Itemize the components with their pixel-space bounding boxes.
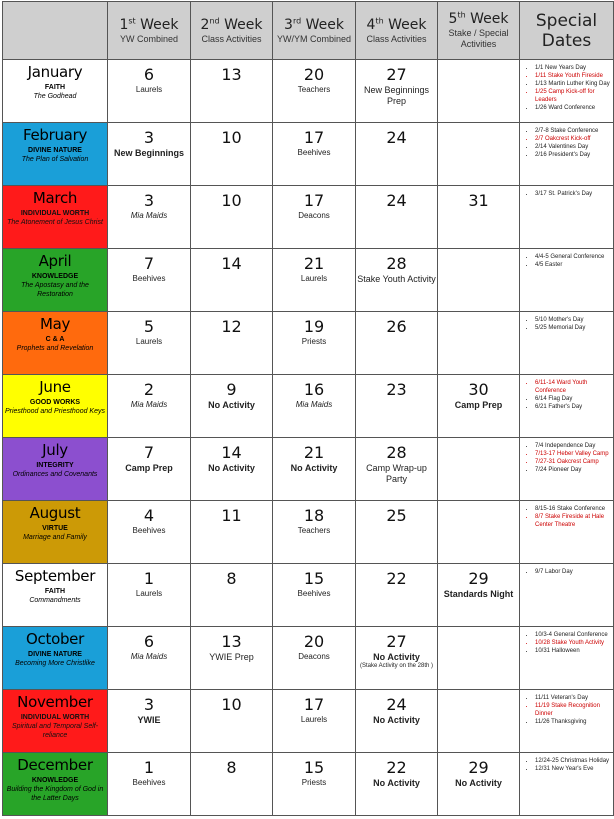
special-dates-cell [520,753,614,816]
activity-label: Beehives [297,148,331,157]
special-date-item: • 7/24 Pioneer Day [535,466,611,474]
week4-cell [356,312,438,375]
special-dates-list [525,442,611,474]
date-number: 21 [303,443,325,462]
activity-label: Mia Maids [295,400,333,409]
month-theme: FAITH [44,588,66,595]
week1-cell [108,375,191,438]
activity-label: Mia Maids [130,652,168,661]
week5-cell [438,690,520,753]
special-date-item: • 11/26 Thanksgiving [535,718,611,726]
activity-label: No Activity [373,715,420,725]
special-date-item: • 11/11 Veteran's Day [535,694,611,702]
date-number: 6 [143,65,155,84]
week1-suffix: st [128,15,136,25]
week5-cell [438,186,520,249]
month-subtitle: Commandments [29,597,81,604]
date-number: 3 [143,191,155,210]
month-name: May [39,315,71,333]
special-dates-cell [520,186,614,249]
date-number: 7 [143,254,155,273]
month-subtitle: Spiritual and Temporal Self-reliance [11,723,99,739]
month-subtitle: Becoming More Christlike [15,660,95,667]
week5-cell [438,123,520,186]
week4-cell [356,60,438,123]
special-date-item: • 6/14 Flag Day [535,395,611,403]
month-cell [3,312,108,375]
special-dates-cell [520,375,614,438]
date-number: 20 [303,65,325,84]
special-date-item: • 6/11-14 Ward Youth Conference [535,379,611,395]
calendar-body [3,60,614,816]
month-subtitle: The Plan of Salvation [21,156,89,163]
date-number: 25 [386,506,407,525]
special-date-item: • 7/13-17 Heber Valley Camp [535,450,611,458]
date-number: 12 [221,317,242,336]
date-number: 28 [386,254,407,273]
date-number: 20 [303,632,325,651]
week4-cell [356,123,438,186]
date-number: 26 [386,317,407,336]
week3-cell [273,60,356,123]
month-subtitle: Building the Kingdom of God in the Latter Days [6,786,104,802]
month-cell [3,60,108,123]
date-number: 13 [221,65,242,84]
week2-cell [191,501,273,564]
special-dates-title: Special Dates [535,10,598,51]
month-cell [3,690,108,753]
week3-number: 3 [284,16,293,33]
week2-cell [191,690,273,753]
special-dates-list [525,64,611,112]
special-date-item: • 7/4 Independence Day [535,442,611,450]
activity-label: Laurels [300,274,328,283]
activity-label: No Activity [373,778,420,788]
week1-cell [108,690,191,753]
date-number: 21 [303,254,325,273]
week2-cell [191,249,273,312]
month-theme: FAITH [44,84,66,91]
activity-label: Laurels [135,337,163,346]
date-number: 19 [303,317,325,336]
month-subtitle: Ordinances and Covenants [12,471,98,478]
date-number: 14 [221,443,242,462]
activity-label: New Beginnings [113,148,184,158]
activity-label: Priests [301,337,327,346]
week4-cell [356,501,438,564]
special-date-item: • 4/4-5 General Conference [535,253,611,261]
week3-word: Week [305,16,344,33]
special-date-item: • 1/13 Martin Luther King Day [535,80,611,88]
activity-label: Beehives [132,274,166,283]
month-name: October [26,630,84,648]
week2-cell [191,123,273,186]
month-theme: INTEGRITY [36,462,74,469]
header-week4 [356,2,438,60]
special-date-item: • 2/7-8 Stake Conference [535,127,611,135]
week4-cell [356,564,438,627]
activity-label: Mia Maids [130,211,168,220]
week3-cell [273,312,356,375]
month-subtitle: The Apostasy and the Restoration [21,282,89,298]
week5-cell [438,60,520,123]
week3-cell [273,753,356,816]
week5-cell [438,375,520,438]
week3-cell [273,438,356,501]
special-dates-cell [520,501,614,564]
month-subtitle: Prophets and Revelation [16,345,94,352]
month-row-february [3,123,614,186]
date-number: 31 [468,191,489,210]
month-name: January [27,63,83,81]
special-date-item: • 2/14 Valentines Day [535,143,611,151]
week1-word: Week [140,16,179,33]
week3-suffix: rd [292,15,302,25]
week1-cell [108,312,191,375]
month-cell [3,627,108,690]
special-date-item: • 10/3-4 General Conference [535,631,611,639]
week1-cell [108,564,191,627]
special-dates-list [525,127,611,159]
month-theme: GOOD WORKS [29,399,81,406]
special-dates-list [525,379,611,411]
special-date-item: • 7/27-31 Oakcrest Camp [535,458,611,466]
activity-label: Deacons [298,652,330,661]
header-week3 [273,2,356,60]
activity-label: No Activity [373,652,420,662]
week3-cell [273,501,356,564]
date-number: 29 [468,569,489,588]
date-number: 27 [386,65,407,84]
header-week2 [191,2,273,60]
special-date-item: • 5/25 Memorial Day [535,324,611,332]
header-special-dates [520,2,614,60]
month-theme: DIVINE NATURE [28,651,82,658]
special-date-item: • 5/10 Mother's Day [535,316,611,324]
week5-cell [438,501,520,564]
month-row-march [3,186,614,249]
week4-cell [356,690,438,753]
special-dates-list [525,631,611,655]
month-cell [3,186,108,249]
week2-subtitle: Class Activities [201,33,262,44]
special-dates-cell [520,312,614,375]
special-dates-list [525,316,611,332]
month-subtitle: Marriage and Family [23,534,87,541]
date-number: 8 [226,569,237,588]
activity-label: Stake Youth Activity [357,274,436,284]
activity-label: No Activity [290,463,338,473]
special-date-item: • 8/7 Stake Fireside at Hale Center Theatre [535,513,611,529]
month-row-june [3,375,614,438]
week3-cell [273,564,356,627]
activity-label: Teachers [297,85,331,94]
month-row-april [3,249,614,312]
date-number: 9 [226,380,237,399]
week2-cell [191,564,273,627]
activity-label: YWIE [137,715,161,725]
date-number: 3 [143,695,155,714]
month-row-december [3,753,614,816]
month-row-may [3,312,614,375]
activity-label: Laurels [300,715,328,724]
week1-number: 1 [119,16,129,33]
activity-label: Teachers [297,526,331,535]
special-date-item: • 4/5 Easter [535,261,611,269]
date-number: 15 [303,758,325,777]
week2-cell [191,753,273,816]
week2-suffix: nd [209,15,220,25]
month-row-october [3,627,614,690]
week2-cell [191,186,273,249]
week4-subtitle: Class Activities [366,33,427,44]
week4-cell [356,249,438,312]
month-theme: KNOWLEDGE [31,777,79,784]
special-dates-cell [520,690,614,753]
date-number: 15 [303,569,325,588]
week5-subtitle: Stake / Special Activities [448,28,509,49]
week4-cell [356,438,438,501]
month-row-november [3,690,614,753]
special-dates-cell [520,564,614,627]
date-number: 3 [143,128,155,147]
month-name: November [17,693,93,711]
date-number: 29 [468,758,489,777]
date-number: 13 [221,632,242,651]
activity-label: No Activity [455,778,502,788]
activity-label: Priests [301,778,327,787]
date-number: 24 [386,128,407,147]
date-number: 23 [386,380,407,399]
activity-label: Beehives [132,778,166,787]
month-name: July [42,441,68,459]
date-number: 11 [221,506,242,525]
date-number: 24 [386,695,407,714]
month-cell [3,375,108,438]
special-date-item: • 10/28 Stake Youth Activity [535,639,611,647]
month-cell [3,123,108,186]
week4-cell [356,186,438,249]
activity-label: Beehives [297,589,331,598]
month-row-july [3,438,614,501]
special-dates-cell [520,60,614,123]
week3-cell [273,186,356,249]
header-week1 [108,2,191,60]
date-number: 8 [226,758,237,777]
activity-note: (Stake Activity on the 28th ) [359,663,434,669]
date-number: 17 [303,128,325,147]
month-theme: C & A [45,336,65,343]
date-number: 28 [386,443,407,462]
special-date-item: • 1/11 Stake Youth Fireside [535,72,611,80]
month-cell [3,564,108,627]
week1-cell [108,501,191,564]
date-number: 1 [143,569,155,588]
month-theme: DIVINE NATURE [28,147,82,154]
special-date-item: • 2/7 Oakcrest Kick-off [535,135,611,143]
month-row-january [3,60,614,123]
special-date-item: • 10/31 Halloween [535,647,611,655]
week4-cell [356,627,438,690]
month-cell [3,753,108,816]
activity-label: Standards Night [443,589,514,599]
special-date-item: • 11/19 Stake Recognition Dinner [535,702,611,718]
week5-cell [438,438,520,501]
special-date-item: • 1/1 New Years Day [535,64,611,72]
date-number: 10 [221,128,242,147]
date-number: 22 [386,569,407,588]
week2-word: Week [224,16,263,33]
month-name: June [39,378,71,396]
month-cell [3,249,108,312]
header-corner [3,2,108,60]
week3-cell [273,375,356,438]
activity-label: Camp Prep [454,400,503,410]
week5-cell [438,564,520,627]
week3-cell [273,690,356,753]
date-number: 2 [143,380,155,399]
week1-cell [108,186,191,249]
date-number: 10 [221,191,242,210]
date-number: 7 [143,443,155,462]
activity-label: Camp Wrap-up Party [366,463,427,484]
activity-label: Beehives [132,526,166,535]
date-number: 17 [303,191,325,210]
month-name: February [22,126,88,144]
date-number: 30 [468,380,489,399]
week5-word: Week [470,11,509,27]
special-date-item: • 2/16 President's Day [535,151,611,159]
week2-cell [191,60,273,123]
week3-subtitle: YW/YM Combined [276,33,352,44]
special-dates-cell [520,123,614,186]
activity-label: Deacons [298,211,330,220]
date-number: 27 [386,632,407,651]
week4-suffix: th [375,15,384,25]
week3-cell [273,123,356,186]
week4-cell [356,375,438,438]
special-dates-list [525,505,611,529]
month-theme: VIRTUE [42,525,68,532]
week4-word: Week [388,16,427,33]
week5-number: 5 [448,11,458,27]
month-subtitle: Priesthood and Priesthood Keys [4,408,105,415]
month-theme: INDIVIDUAL WORTH [20,714,90,721]
week5-cell [438,627,520,690]
month-cell [3,438,108,501]
date-number: 18 [303,506,325,525]
special-date-item: • 6/21 Father's Day [535,403,611,411]
month-name: August [29,504,81,522]
date-number: 1 [143,758,155,777]
date-number: 4 [143,506,155,525]
week5-cell [438,312,520,375]
month-theme: KNOWLEDGE [31,273,79,280]
week1-cell [108,627,191,690]
month-subtitle: The Atonement of Jesus Christ [7,219,103,226]
activity-label: No Activity [208,400,255,410]
week2-number: 2 [200,16,210,33]
week4-number: 4 [366,16,376,33]
activity-label: Mia Maids [130,400,168,409]
special-date-item: • 1/25 Camp Kick-off for Leaders [535,88,611,104]
week5-cell [438,249,520,312]
week5-cell [438,753,520,816]
special-date-item: • 9/7 Labor Day [535,568,611,576]
date-number: 17 [303,695,325,714]
month-subtitle: The Godhead [33,93,77,100]
special-dates-list [525,568,611,576]
special-dates-list [525,757,611,773]
special-dates-cell [520,627,614,690]
week3-cell [273,627,356,690]
month-name: September [14,567,96,585]
special-date-item: • 3/17 St. Patrick's Day [535,190,611,198]
date-number: 24 [386,191,407,210]
special-date-item: • 12/24-25 Christmas Holiday [535,757,611,765]
month-name: April [38,252,72,270]
special-date-item: • 1/26 Ward Conference [535,104,611,112]
date-number: 5 [143,317,155,336]
month-theme: INDIVIDUAL WORTH [20,210,90,217]
special-dates-list [525,694,611,726]
month-row-august [3,501,614,564]
special-dates-list [525,253,611,269]
week1-cell [108,123,191,186]
week2-cell [191,438,273,501]
month-name: March [32,189,78,207]
date-number: 6 [143,632,155,651]
month-cell [3,501,108,564]
week2-cell [191,375,273,438]
date-number: 22 [386,758,407,777]
header-row [3,2,614,60]
special-dates-cell [520,438,614,501]
week1-subtitle: YW Combined [119,33,179,44]
week1-cell [108,438,191,501]
week1-cell [108,249,191,312]
activity-calendar-table [2,1,614,816]
header-week5 [438,2,520,60]
week1-cell [108,60,191,123]
month-row-september [3,564,614,627]
special-dates-cell [520,249,614,312]
activity-label: Camp Prep [125,463,173,473]
week4-cell [356,753,438,816]
special-date-item: • 8/15-16 Stake Conference [535,505,611,513]
week5-suffix: th [457,10,466,20]
activity-label: No Activity [208,463,255,473]
activity-label: New Beginnings Prep [363,85,430,106]
special-dates-list [525,190,611,198]
date-number: 10 [221,695,242,714]
date-number: 16 [303,380,325,399]
special-date-item: • 12/31 New Year's Eve [535,765,611,773]
week2-cell [191,312,273,375]
week2-cell [191,627,273,690]
month-name: December [17,756,93,774]
week3-cell [273,249,356,312]
week1-cell [108,753,191,816]
activity-label: Laurels [135,85,163,94]
activity-label: Laurels [135,589,163,598]
activity-label: YWIE Prep [209,652,254,662]
date-number: 14 [221,254,242,273]
